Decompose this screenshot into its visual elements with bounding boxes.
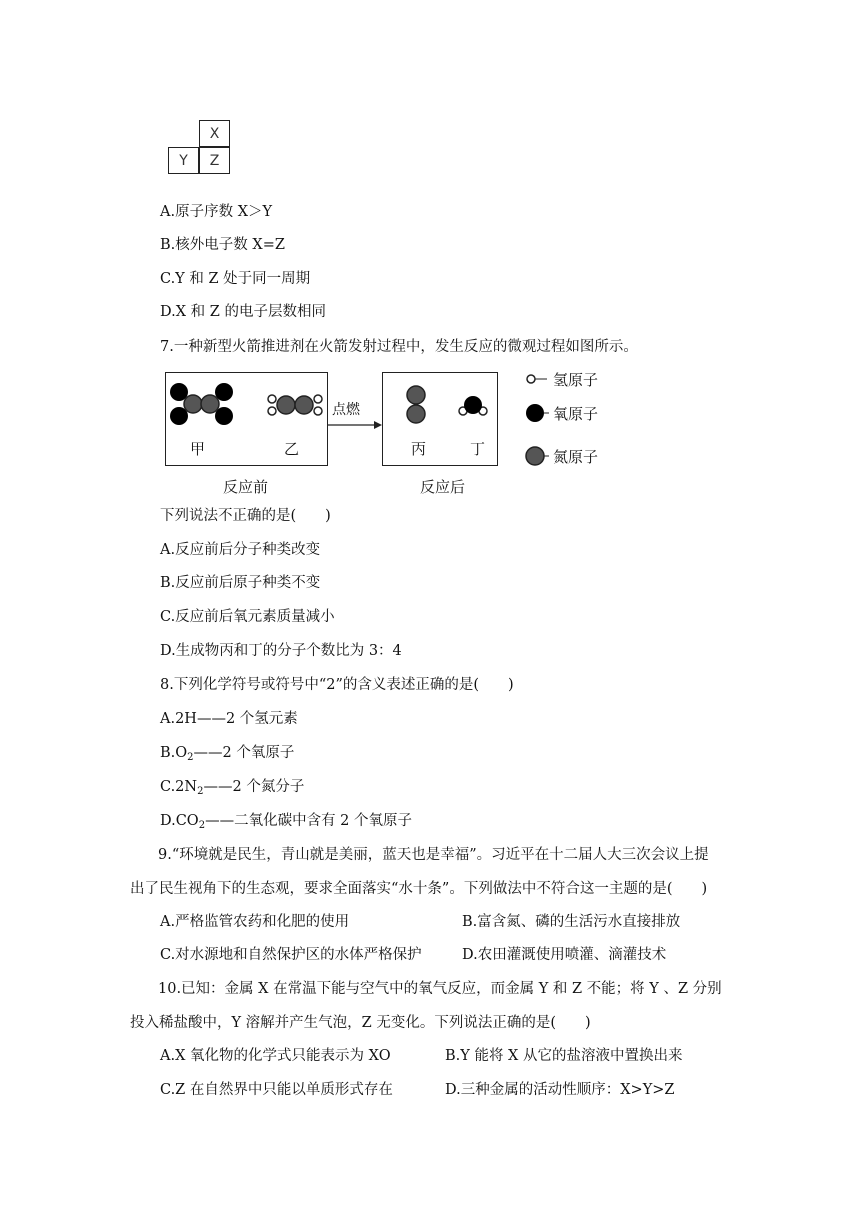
q6-option-d: D.X 和 Z 的电子层数相同	[160, 304, 326, 320]
legend-hydrogen-label: 氢原子	[553, 370, 599, 389]
label-arrow: 点燃	[332, 402, 360, 418]
q10-option-d: D.三种金属的活动性顺序：X>Y>Z	[445, 1082, 675, 1098]
label-jia: 甲	[190, 440, 206, 458]
legend-hydrogen	[525, 367, 645, 391]
q8-b-sub: 2	[187, 752, 194, 763]
legend-oxygen	[525, 401, 645, 425]
q8-b-post: ——2 个氧原子	[193, 745, 295, 761]
q9-option-b: B.富含氮、磷的生活污水直接排放	[462, 914, 681, 930]
cell-x: X	[199, 120, 230, 147]
label-yi: 乙	[284, 440, 300, 458]
q7-option-c: C.反应前后氧元素质量减小	[160, 609, 335, 625]
q9-option-c: C.对水源地和自然保护区的水体严格保护	[160, 947, 422, 963]
q8-option-b	[160, 743, 294, 768]
molecule-yi	[268, 395, 322, 415]
label-before: 反应前	[223, 478, 269, 496]
q8-d-sub: 2	[198, 820, 206, 831]
legend-oxygen-label: 氧原子	[553, 404, 599, 423]
molecule-bing	[407, 386, 425, 423]
label-after: 反应后	[420, 478, 466, 496]
q10-option-b: B.Y 能将 X 从它的盐溶液中置换出来	[445, 1048, 683, 1064]
q7-option-a: A.反应前后分子种类改变	[160, 542, 321, 558]
q9-option-a: A.严格监管农药和化肥的使用	[160, 914, 350, 930]
q6-option-a: A.原子序数 X＞Y	[160, 204, 273, 220]
q6-option-c: C.Y 和 Z 处于同一周期	[160, 271, 311, 287]
q10-line1: 10.已知：金属 X 在常温下能与空气中的氧气反应，而金属 Y 和 Z 不能；将 Y 、Z 分别	[158, 981, 722, 997]
q7-option-b: B.反应前后原子种类不变	[160, 575, 321, 591]
oxygen-atom-icon	[525, 403, 549, 423]
molecule-jia	[170, 383, 233, 425]
q10-line2: 投入稀盐酸中，Y 溶解并产生气泡，Z 无变化。下列说法正确的是( )	[130, 1015, 591, 1031]
q8-option-c	[160, 777, 304, 802]
legend-nitrogen	[525, 444, 645, 468]
q6-option-b: B.核外电子数 X=Z	[160, 237, 285, 253]
q10-option-c: C.Z 在自然界中只能以单质形式存在	[160, 1082, 393, 1098]
q8-c-post: ——2 个氮分子	[203, 779, 305, 795]
q7-stem: 7.一种新型火箭推进剂在火箭发射过程中，发生反应的微观过程如图所示。	[160, 339, 638, 355]
q8-stem: 8.下列化学符号或符号中“2”的含义表述正确的是( )	[160, 677, 514, 693]
label-ding: 丁	[470, 440, 486, 458]
hydrogen-atom-icon	[525, 373, 549, 385]
q8-a-text: A.2H——2 个氢元素	[160, 711, 298, 727]
q7-option-d: D.生成物丙和丁的分子个数比为 3：4	[160, 643, 402, 659]
q9-option-d: D.农田灌溉使用喷灌、滴灌技术	[462, 947, 667, 963]
q9-line1: 9.“环境就是民生，青山就是美丽，蓝天也是幸福”。习近平在十二届人大三次会议上提	[158, 847, 709, 863]
periodic-table-fragment	[167, 120, 247, 180]
q8-b-pre: B.O	[160, 745, 188, 761]
q8-d-pre: D.CO	[160, 813, 199, 829]
cell-y: Y	[168, 147, 199, 174]
cell-z: Z	[199, 147, 230, 174]
q7-question: 下列说法不正确的是( )	[160, 508, 331, 524]
q9-line2: 出了民生视角下的生态观，要求全面落实“水十条”。下列做法中不符合这一主题的是( )	[130, 881, 708, 897]
q8-c-pre: C.2N	[160, 779, 198, 795]
legend-nitrogen-label: 氮原子	[553, 447, 599, 466]
q8-option-d	[160, 811, 412, 836]
q8-d-post: ——二氧化碳中含有 2 个氧原子	[205, 813, 413, 829]
nitrogen-atom-icon	[525, 446, 549, 466]
molecule-ding	[459, 396, 487, 415]
q10-option-a: A.X 氧化物的化学式只能表示为 XO	[160, 1048, 391, 1064]
q8-c-sub: 2	[197, 786, 204, 797]
q8-option-a	[160, 709, 298, 729]
label-bing: 丙	[411, 440, 427, 458]
